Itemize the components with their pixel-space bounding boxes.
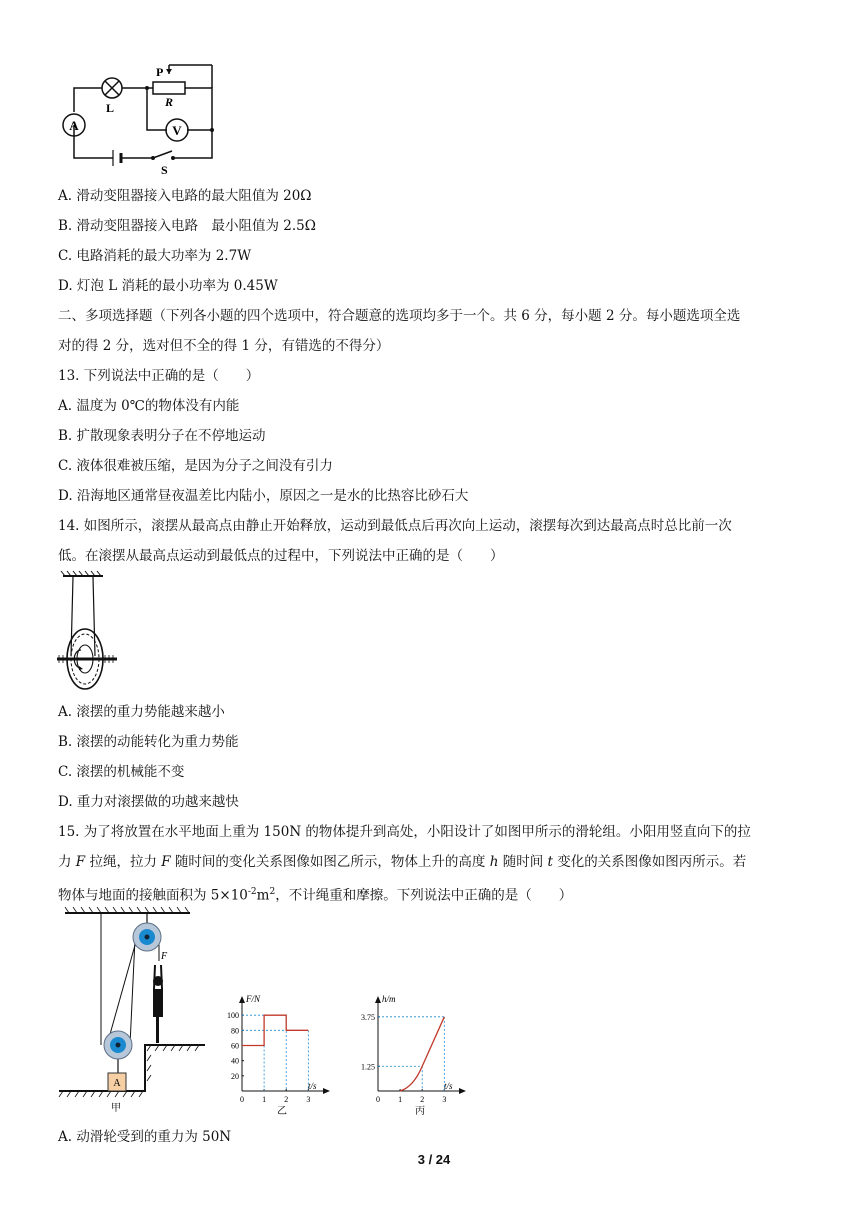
bing-xtick-3: 3	[442, 1095, 447, 1104]
label-ammeter: A	[69, 118, 79, 133]
yi-ytick-60: 60	[231, 1041, 239, 1051]
force-time-chart	[222, 990, 332, 1120]
q12-option-b: B. 滑动变阻器接入电路 最小阻值为 2.5Ω	[58, 218, 316, 234]
q14-option-d: D. 重力对滚摆做的功越来越快	[58, 794, 239, 810]
q12-option-c: C. 电路消耗的最大功率为 2.7W	[58, 248, 252, 264]
yi-ytick-20: 20	[231, 1071, 239, 1081]
q15-stem-line3: 物体与地面的接触面积为 $5\times 10^{-2}m^2$，不计绳重和摩擦。下列说法中正确的是（ ）	[58, 887, 573, 904]
bing-xtick-1: 1	[398, 1095, 403, 1104]
circuit-diagram	[55, 60, 225, 180]
section2-heading-line2: 对的得 2 分，选对但不全的得 1 分，有错选的不得分）	[58, 338, 390, 354]
page-number: 3 / 24	[417, 1152, 451, 1167]
chart-yi-caption: 乙	[277, 1106, 287, 1117]
label-jia: 甲	[111, 1103, 121, 1114]
label-rheostat: R	[164, 95, 174, 109]
label-switch: S	[161, 163, 168, 177]
q13-option-c: C. 液体很难被压缩，是因为分子之间没有引力	[58, 458, 333, 474]
q15-stem-line2: 力 F 拉绳，拉力 F 随时间的变化关系图像如图乙所示，物体上升的高度 h 随时间 t 变化的关系图像如图丙所示。若	[58, 854, 747, 870]
yi-ytick-100: 100	[227, 1011, 239, 1021]
q14-option-a: A. 滚摆的重力势能越来越小	[58, 704, 225, 720]
yi-xtick-0: 0	[240, 1095, 244, 1104]
q15-stem-line1: 15. 为了将放置在水平地面上重为 150N 的物体提升到高处，小阳设计了如图甲所示的滑轮组。小阳用竖直向下的拉	[58, 824, 751, 840]
chart-bing-xlabel: t/s	[444, 1081, 453, 1091]
chart-bing-ylabel: h/m	[382, 994, 396, 1004]
q13-option-a: A. 温度为 0℃的物体没有内能	[58, 398, 240, 414]
height-time-chart	[350, 990, 475, 1120]
q14-stem-line1: 14. 如图所示，滚摆从最高点由静止开始释放，运动到最低点后再次向上运动，滚摆每次到达最高点时总比前一次	[58, 518, 732, 534]
q14-option-b: B. 滚摆的动能转化为重力势能	[58, 734, 239, 750]
label-force: F	[161, 951, 168, 962]
bing-xtick-2: 2	[420, 1095, 425, 1104]
q15-option-a: A. 动滑轮受到的重力为 50N	[58, 1129, 232, 1145]
section2-heading-line1: 二、多项选择题（下列各小题的四个选项中，符合题意的选项均多于一个。共 6 分，每小题 2 分。每小题选项全选	[58, 308, 741, 324]
q13-stem: 13. 下列说法中正确的是（ ）	[58, 368, 260, 384]
q14-stem-line2: 低。在滚摆从最高点运动到最低点的过程中，下列说法中正确的是（ ）	[58, 548, 504, 564]
q13-option-b: B. 扩散现象表明分子在不停地运动	[58, 428, 266, 444]
maxwell-pendulum-figure	[55, 570, 125, 695]
yi-ytick-40: 40	[231, 1056, 239, 1066]
q12-option-a: A. 滑动变阻器接入电路的最大阻值为 20Ω	[58, 188, 312, 204]
bing-ytick-1.25: 1.25	[361, 1062, 375, 1072]
label-slider: P	[156, 65, 164, 79]
q12-option-d: D. 灯泡 L 消耗的最小功率为 0.45W	[58, 278, 278, 294]
yi-xtick-1: 1	[262, 1095, 267, 1104]
yi-xtick-3: 3	[306, 1095, 311, 1104]
label-lamp: L	[105, 101, 115, 115]
label-block: A	[113, 1078, 121, 1089]
bing-xtick-0: 0	[376, 1095, 380, 1104]
label-voltmeter: V	[172, 123, 182, 138]
q14-option-c: C. 滚摆的机械能不变	[58, 764, 185, 780]
chart-yi-ylabel: F/N	[246, 994, 261, 1004]
yi-ytick-80: 80	[231, 1026, 239, 1036]
yi-xtick-2: 2	[284, 1095, 289, 1104]
bing-ytick-3.75: 3.75	[361, 1012, 375, 1022]
chart-bing-caption: 丙	[415, 1106, 425, 1117]
pulley-system-figure	[55, 905, 205, 1115]
q13-option-d: D. 沿海地区通常昼夜温差比内陆小，原因之一是水的比热容比砂石大	[58, 488, 469, 504]
chart-yi-xlabel: t/s	[308, 1081, 317, 1091]
